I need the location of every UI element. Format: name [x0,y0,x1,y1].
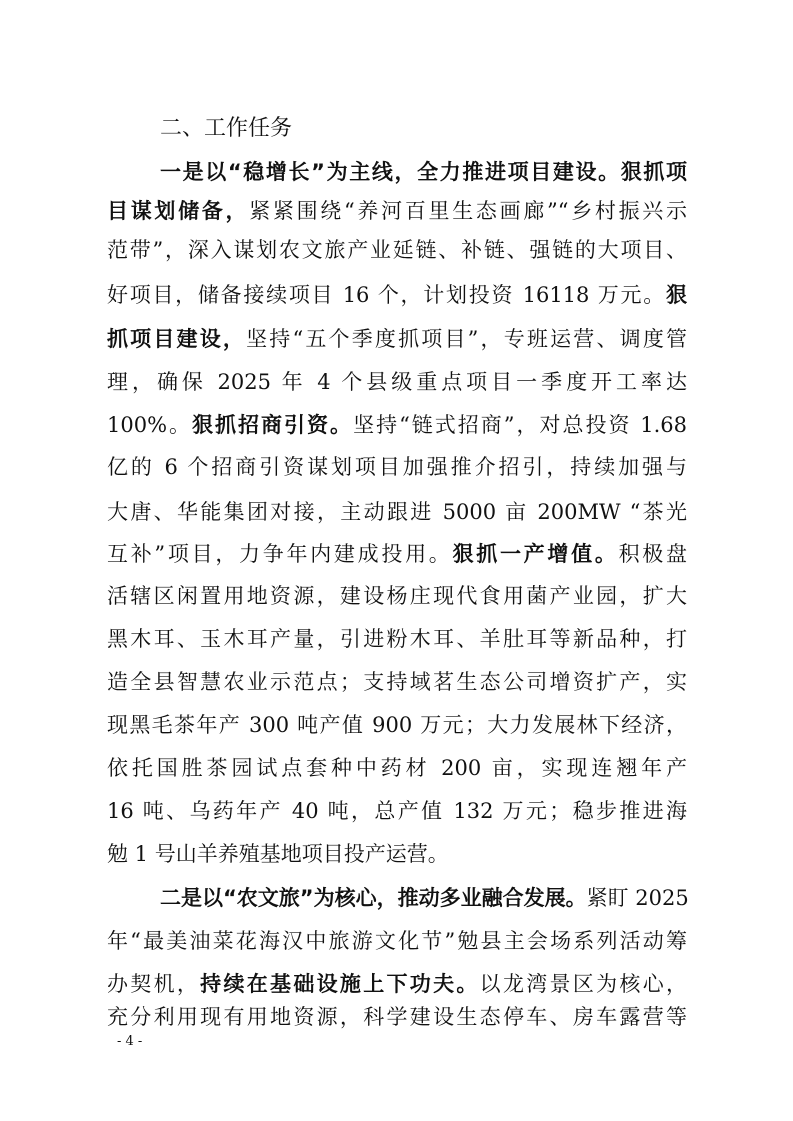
body-text: 100%。 [107,413,193,437]
body-text: 依托国胜茶园试点套种中药材 200 亩，实现连翘年产 [107,756,687,780]
paragraph-1-line-14 [107,713,687,737]
body-text: 以龙湾景区为核心， [479,972,688,996]
paragraph-1-line-5 [107,327,687,351]
paragraph-1-line-12 [107,627,687,651]
paragraph-2-line-4 [107,1005,687,1029]
body-text: 范带”，深入谋划农文旅产业延链、补链、强链的大项目、 [107,238,687,262]
paragraph-1-line-8 [107,455,687,479]
paragraph-1-line-4 [107,283,687,307]
paragraph-1-line-15 [107,756,687,780]
body-text: 互补”项目，力争年内建成投用。 [107,542,453,566]
bold-text: 狠抓招商引资。 [192,413,354,437]
body-text: 充分利用现有用地资源，科学建设生态停车、房车露营等 [107,1005,687,1029]
body-text: 好项目，储备接续项目 16 个，计划投资 16118 万元。 [107,283,666,307]
bold-text: 目谋划储备， [107,199,250,223]
body-text: 大唐、华能集团对接，主动跟进 5000 亩 200MW “茶光 [107,500,687,524]
body-text: 16 吨、乌药年产 40 吨，总产值 132 万元；稳步推进海 [107,799,687,823]
body-text: 积极盘 [618,542,687,566]
body-text: 亿的 6 个招商引资谋划项目加强推介招引，持续加强与 [107,455,687,479]
body-text: 紧盯 2025 [586,886,689,910]
bold-text: 一是以“稳增长”为主线，全力推进项目建设。狠抓项 [160,160,687,184]
paragraph-2-line-2 [107,929,687,953]
bold-text: 二是以“农文旅”为核心，推动多业融合发展。 [160,886,587,910]
paragraph-1-line-7 [107,413,687,437]
body-text: 勉 1 号山羊养殖基地项目投产运营。 [107,842,449,866]
paragraph-1-line-10 [107,542,687,566]
paragraph-1-line-17 [107,842,687,866]
paragraph-1-line-6 [107,370,687,394]
body-text: 坚持“五个季度抓项目”，专班运营、调度管 [246,327,687,351]
paragraph-1-line-9 [107,500,687,524]
paragraph-1-line-2 [107,199,687,223]
body-text: 活辖区闲置用地资源，建设杨庄现代食用菌产业园，扩大 [107,584,687,608]
bold-text: 抓项目建设， [107,327,247,351]
page-number: - 4 - [117,1034,143,1049]
paragraph-1-line-3 [107,238,687,262]
bold-text: 狠 [666,283,687,307]
paragraph-1-line-16 [107,799,687,823]
paragraph-1-line-11 [107,584,687,608]
paragraph-1-line-1 [160,160,687,184]
bold-text: 狠抓一产增值。 [452,542,619,566]
body-text: 现黑毛茶年产 300 吨产值 900 万元；大力发展林下经济， [107,713,687,737]
body-text: 办契机， [107,972,201,996]
body-text: 黑木耳、玉木耳产量，引进粉木耳、羊肚耳等新品种，打 [107,627,687,651]
body-text: 造全县智慧农业示范点；支持域茗生态公司增资扩产，实 [107,670,687,694]
section-heading: 二、工作任务 [160,116,293,141]
paragraph-1-line-13 [107,670,687,694]
body-text: 年“最美油菜花海汉中旅游文化节”勉县主会场系列活动筹 [107,929,687,953]
body-text: 理，确保 2025 年 4 个县级重点项目一季度开工率达 [107,370,687,394]
bold-text: 持续在基础设施上下功夫。 [200,972,480,996]
paragraph-2-line-3 [107,972,687,996]
paragraph-2-line-1 [160,886,687,910]
body-text: 紧紧围绕“养河百里生态画廊”“乡村振兴示 [249,199,687,223]
body-text: 坚持“链式招商”，对总投资 1.68 [353,413,687,437]
